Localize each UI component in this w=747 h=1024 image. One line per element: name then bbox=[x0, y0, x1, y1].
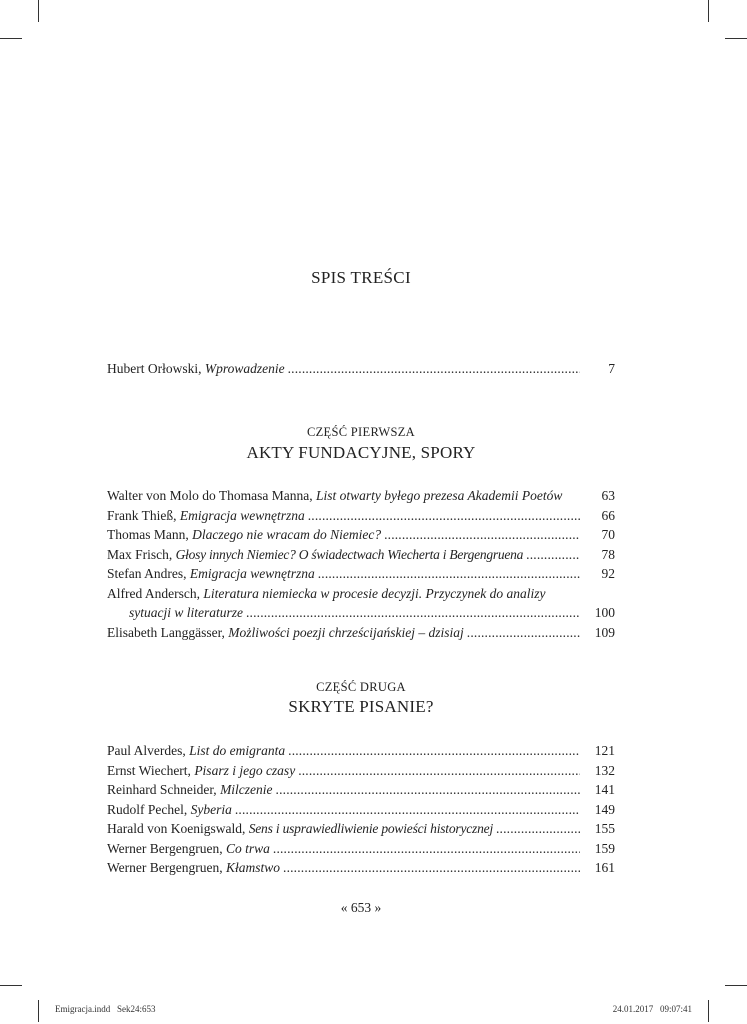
entry-work: Emigracja wewnętrzna bbox=[189, 566, 315, 581]
entry-author: Frank Thieß, bbox=[107, 507, 180, 523]
entry-work: Dlaczego nie wracam do Niemiec? bbox=[192, 527, 382, 542]
entry-work: Sens i usprawiedliwienie powieści historycznej bbox=[248, 821, 493, 836]
crop-mark bbox=[38, 0, 39, 22]
entry-page: 109 bbox=[594, 624, 615, 640]
leader-dots bbox=[496, 819, 580, 839]
entry-work: Głosy innych Niemiec? O świadectwach Wiecherta i Bergengruena bbox=[175, 546, 524, 562]
crop-mark bbox=[0, 38, 22, 39]
entry-author: Rudolf Pechel, bbox=[107, 801, 191, 817]
entry-page: 141 bbox=[594, 782, 615, 797]
entry-work: Wprowadzenie bbox=[204, 361, 285, 376]
leader-dots bbox=[318, 564, 580, 584]
toc-entry bbox=[107, 819, 615, 839]
leader-dots bbox=[273, 839, 580, 859]
entry-work: Możliwości poezji chrześcijańskiej – dzisiaj bbox=[228, 624, 464, 640]
leader-dots bbox=[288, 359, 580, 379]
toc-entry bbox=[107, 741, 615, 761]
entry-work: Co trwa bbox=[226, 840, 270, 856]
leader-dots bbox=[246, 603, 580, 623]
part-title: SKRYTE PISANIE? bbox=[288, 697, 434, 716]
page-number: « 653 » bbox=[340, 900, 382, 915]
entry-author: Werner Bergengruen, bbox=[107, 860, 226, 875]
entry-author: Werner Bergengruen, bbox=[107, 840, 226, 856]
leader-dots bbox=[308, 506, 580, 526]
toc-entry bbox=[107, 800, 615, 820]
leader-dots bbox=[298, 761, 580, 781]
entry-work: Pisarz i jego czasy bbox=[194, 762, 296, 778]
footer-timestamp: 24.01.2017 09:07:41 bbox=[612, 1004, 692, 1014]
entry-work: List do emigranta bbox=[189, 743, 286, 758]
entry-author: Harald von Koenigswald, bbox=[107, 821, 249, 836]
toc-entry bbox=[107, 623, 615, 643]
leader-dots bbox=[276, 780, 580, 800]
entry-work: Syberia bbox=[190, 801, 232, 817]
toc-entry bbox=[107, 584, 615, 623]
entry-author: Thomas Mann, bbox=[107, 527, 193, 542]
entry-author: Elisabeth Langgässer, bbox=[107, 624, 229, 640]
leader-dots bbox=[526, 545, 580, 565]
entry-text bbox=[107, 359, 285, 379]
entry-page: 132 bbox=[594, 762, 615, 778]
entry-page: 100 bbox=[594, 605, 615, 620]
entry-author: Stefan Andres, bbox=[107, 566, 190, 581]
entry-page: 161 bbox=[594, 860, 615, 875]
entry-page: 121 bbox=[594, 743, 615, 758]
entry-author: Alfred Andersch, bbox=[107, 585, 204, 601]
toc-entry bbox=[107, 858, 615, 878]
entry-author: Walter von Molo do Thomasa Manna, bbox=[107, 488, 316, 503]
toc-list-part2 bbox=[107, 741, 615, 878]
entry-author: Max Frisch, bbox=[107, 546, 176, 562]
part-title: AKTY FUNDACYJNE, SPORY bbox=[246, 443, 476, 462]
entry-page: 159 bbox=[594, 840, 615, 856]
entry-author: Paul Alverdes, bbox=[107, 743, 190, 758]
intro-entry bbox=[107, 359, 615, 379]
leader-dots bbox=[467, 623, 580, 643]
toc-entry bbox=[107, 545, 615, 565]
crop-mark bbox=[38, 1000, 39, 1022]
crop-mark bbox=[725, 985, 747, 986]
crop-mark bbox=[0, 985, 22, 986]
entry-work: List otwarty byłego prezesa Akademii Poetów bbox=[316, 488, 563, 503]
entry-page: 63 bbox=[601, 488, 615, 503]
crop-mark bbox=[708, 1000, 709, 1022]
toc-entry bbox=[107, 780, 615, 800]
toc-entry bbox=[107, 761, 615, 781]
entry-page: 78 bbox=[601, 546, 615, 562]
entry-page: 7 bbox=[608, 361, 615, 376]
toc-entry bbox=[107, 486, 615, 506]
entry-work: Milczenie bbox=[220, 782, 273, 797]
entry-author: Ernst Wiechert, bbox=[107, 762, 195, 778]
crop-mark bbox=[708, 0, 709, 22]
toc-entry bbox=[107, 564, 615, 584]
part-label: CZĘŚĆ PIERWSZA bbox=[306, 425, 416, 439]
toc-entry bbox=[107, 506, 615, 526]
toc-list-part1 bbox=[107, 486, 615, 642]
entry-page: 66 bbox=[601, 507, 615, 523]
part-label: CZĘŚĆ DRUGA bbox=[316, 680, 406, 694]
crop-mark bbox=[725, 38, 747, 39]
entry-page: 149 bbox=[594, 801, 615, 817]
page-title: SPIS TREŚCI bbox=[311, 268, 411, 287]
leader-dots bbox=[288, 741, 580, 761]
leader-dots bbox=[384, 525, 580, 545]
leader-dots bbox=[235, 800, 580, 820]
entry-page: 155 bbox=[594, 821, 615, 836]
entry-author: Hubert Orłowski, bbox=[107, 361, 205, 376]
entry-work: Kłamstwo bbox=[226, 860, 281, 875]
entry-work: Literatura niemiecka w procesie decyzji. Przyczynek do analizy bbox=[203, 585, 546, 601]
leader-dots bbox=[283, 858, 580, 878]
entry-work: Emigracja wewnętrzna bbox=[179, 507, 305, 523]
entry-page: 70 bbox=[601, 527, 615, 542]
entry-work-continued: sytuacji w literaturze bbox=[129, 605, 243, 620]
toc-entry bbox=[107, 839, 615, 859]
entry-page: 92 bbox=[601, 566, 615, 581]
toc-entry bbox=[107, 525, 615, 545]
footer-file: Emigracja.indd Sek24:653 bbox=[55, 1004, 156, 1014]
entry-author: Reinhard Schneider, bbox=[107, 782, 221, 797]
